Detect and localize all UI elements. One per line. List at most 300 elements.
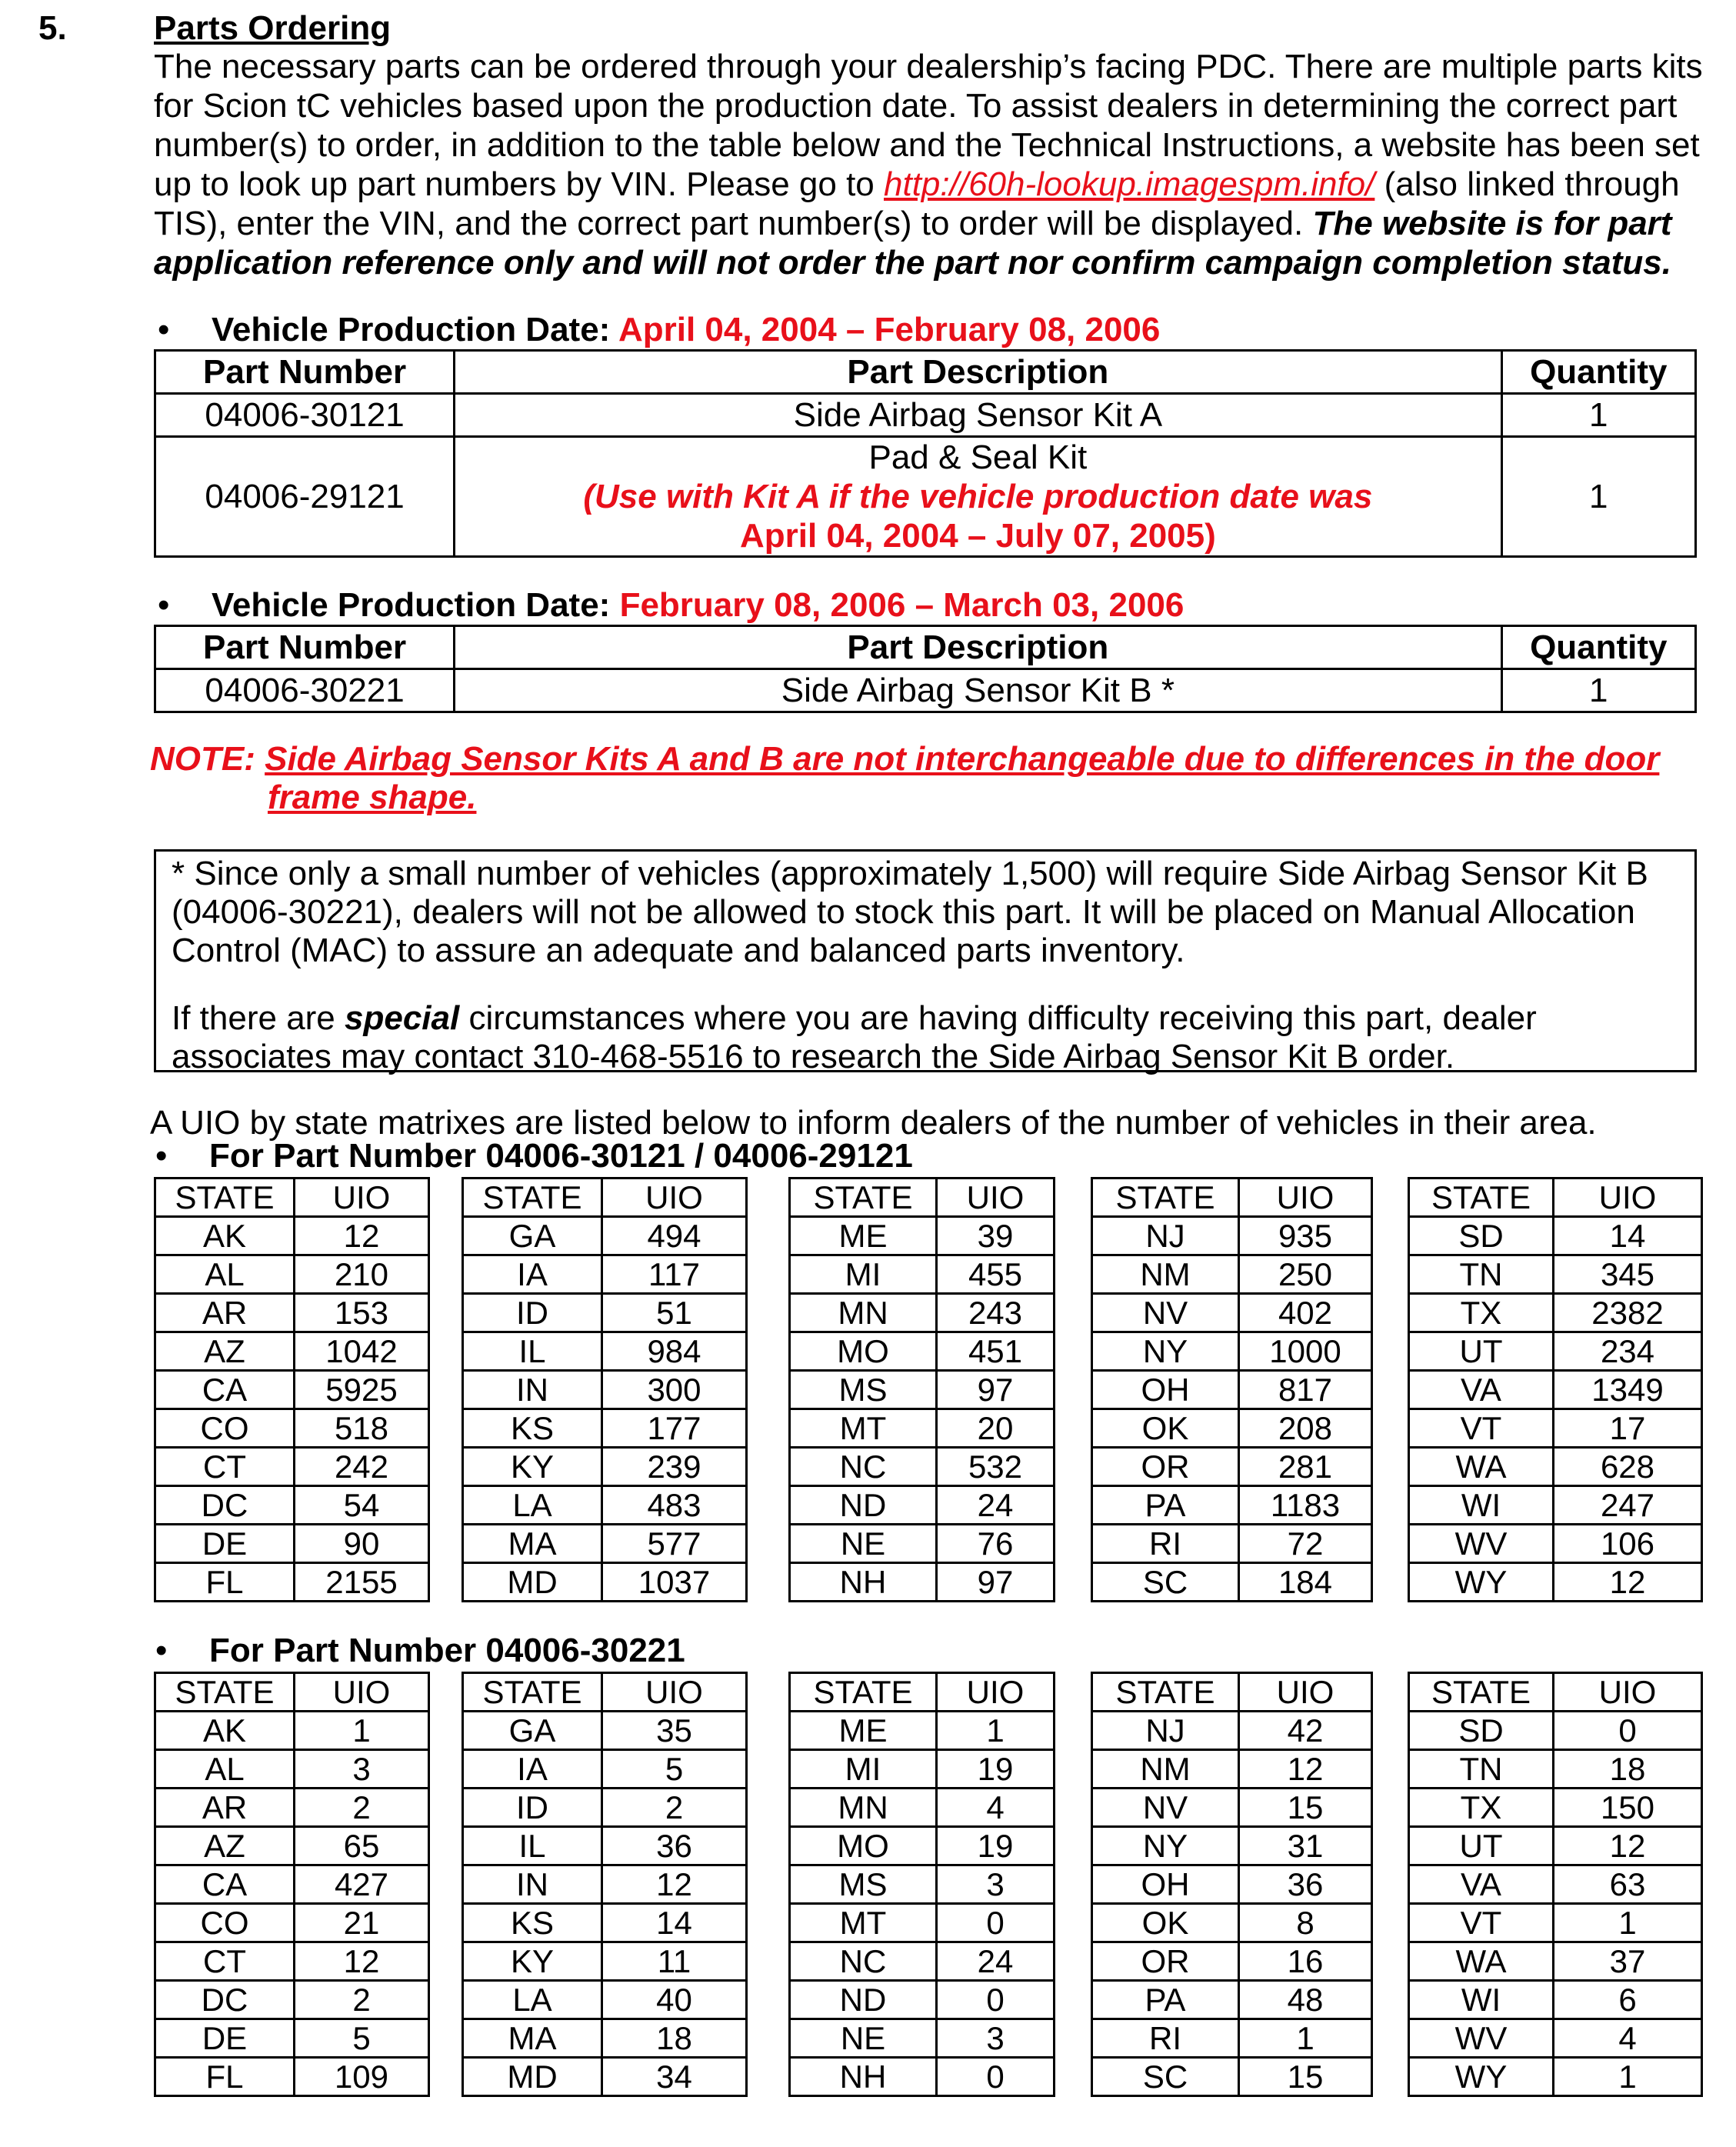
- table-row: [1092, 2019, 1372, 2058]
- notice-emphasis: special: [345, 999, 460, 1037]
- uio-count-cell: 12: [1554, 1827, 1702, 1865]
- uio-state-table: [1091, 1672, 1373, 2097]
- uio-count-cell: 63: [1554, 1865, 1702, 1904]
- uio-intro-text: A UIO by state matrixes are listed below to inform dealers of the number of vehicles in their area.: [150, 1104, 1597, 1142]
- uio-count-cell: 242: [295, 1448, 429, 1486]
- uio-count-cell: 76: [937, 1525, 1055, 1563]
- uio-header: UIO: [1554, 1673, 1702, 1712]
- state-cell: IA: [463, 1255, 602, 1294]
- table-row: [790, 1371, 1055, 1409]
- state-cell: KS: [463, 1904, 602, 1942]
- uio-count-cell: 2: [295, 1981, 429, 2019]
- uio-header-row: [463, 1179, 747, 1217]
- uio-count-cell: 12: [1554, 1563, 1702, 1602]
- table-row: [790, 1294, 1055, 1332]
- table-row: [155, 1217, 429, 1255]
- uio-header-row: [155, 1673, 429, 1712]
- lookup-website-link[interactable]: http://60h-lookup.imagespm.info/: [884, 165, 1375, 203]
- table-row: [1092, 1371, 1372, 1409]
- intro-line: [154, 126, 1715, 165]
- table-row: [463, 1448, 747, 1486]
- uio-count-cell: 1: [1554, 2058, 1702, 2096]
- uio-header: UIO: [295, 1179, 429, 1217]
- state-cell: NH: [790, 1563, 937, 1602]
- uio-count-cell: 19: [937, 1750, 1055, 1789]
- table-row: [155, 437, 1696, 557]
- uio-count-cell: 239: [602, 1448, 747, 1486]
- state-cell: WV: [1409, 2019, 1554, 2058]
- state-cell: ID: [463, 1789, 602, 1827]
- uio-count-cell: 48: [1239, 1981, 1372, 2019]
- intro-text: TIS), enter the VIN, and the correct part number(s) to order will be displayed.: [154, 205, 1313, 242]
- state-cell: MT: [790, 1409, 937, 1448]
- kit-a-date-range: April 04, 2004 – February 08, 2006: [618, 311, 1161, 348]
- state-cell: DC: [155, 1981, 295, 2019]
- table-row: [1092, 1827, 1372, 1865]
- intro-text: number(s) to order, in addition to the table below and the Technical Instructions, a website has been set: [154, 126, 1700, 164]
- uio-count-cell: 0: [937, 1981, 1055, 2019]
- quantity-cell: 1: [1501, 669, 1695, 712]
- uio-count-cell: 31: [1239, 1827, 1372, 1865]
- kit-b-date-heading: [158, 586, 1185, 625]
- uio-count-cell: 1: [937, 1712, 1055, 1750]
- uio-count-cell: 532: [937, 1448, 1055, 1486]
- uio-count-cell: 5: [602, 1750, 747, 1789]
- kit-a-date-heading: [158, 311, 1161, 349]
- state-cell: SD: [1409, 1217, 1554, 1255]
- kit-b-allocation-notice: [154, 849, 1697, 1075]
- uio-count-cell: 18: [602, 2019, 747, 2058]
- uio-count-cell: 300: [602, 1371, 747, 1409]
- table-row: [463, 1789, 747, 1827]
- state-cell: AK: [155, 1712, 295, 1750]
- table-row: [463, 1942, 747, 1981]
- state-cell: MI: [790, 1255, 937, 1294]
- table-row: [463, 1827, 747, 1865]
- uio-count-cell: 483: [602, 1486, 747, 1525]
- state-cell: CA: [155, 1865, 295, 1904]
- table-row: [1092, 1217, 1372, 1255]
- uio-count-cell: 3: [937, 2019, 1055, 2058]
- state-cell: LA: [463, 1981, 602, 2019]
- uio-section-title: For Part Number 04006-30221: [209, 1632, 685, 1669]
- state-cell: MO: [790, 1827, 937, 1865]
- table-row: [463, 2058, 747, 2096]
- table-row: [155, 1255, 429, 1294]
- uio-count-cell: 97: [937, 1371, 1055, 1409]
- state-cell: PA: [1092, 1486, 1239, 1525]
- quantity-cell: 1: [1501, 437, 1695, 557]
- state-cell: WI: [1409, 1981, 1554, 2019]
- state-cell: RI: [1092, 1525, 1239, 1563]
- state-cell: LA: [463, 1486, 602, 1525]
- state-cell: ND: [790, 1981, 937, 2019]
- table-row: [1409, 1371, 1702, 1409]
- state-cell: PA: [1092, 1981, 1239, 2019]
- uio-count-cell: 184: [1239, 1563, 1372, 1602]
- table-row: [1092, 1294, 1372, 1332]
- state-cell: MI: [790, 1750, 937, 1789]
- intro-line: [154, 205, 1715, 244]
- state-cell: AL: [155, 1255, 295, 1294]
- uio-count-cell: 21: [295, 1904, 429, 1942]
- uio-section-heading: [155, 1137, 913, 1175]
- state-header: STATE: [463, 1179, 602, 1217]
- table-row: [1409, 1563, 1702, 1602]
- table-row: [1409, 1865, 1702, 1904]
- uio-count-cell: 1: [1554, 1904, 1702, 1942]
- table-row: [1409, 1789, 1702, 1827]
- state-cell: ME: [790, 1217, 937, 1255]
- table-row: [463, 1486, 747, 1525]
- table-row: [1092, 1789, 1372, 1827]
- state-cell: VA: [1409, 1371, 1554, 1409]
- uio-count-cell: 34: [602, 2058, 747, 2096]
- state-cell: IL: [463, 1827, 602, 1865]
- state-cell: DE: [155, 1525, 295, 1563]
- state-cell: MS: [790, 1865, 937, 1904]
- table-row: [790, 1981, 1055, 2019]
- kit-a-parts-table: [154, 349, 1697, 558]
- state-cell: OK: [1092, 1409, 1239, 1448]
- uio-count-cell: 250: [1239, 1255, 1372, 1294]
- table-row: [463, 1217, 747, 1255]
- state-header: STATE: [790, 1179, 937, 1217]
- uio-state-table: [788, 1672, 1055, 2097]
- usage-note: (Use with Kit A if the vehicle production date was: [583, 478, 1373, 515]
- state-cell: NV: [1092, 1294, 1239, 1332]
- uio-count-cell: 15: [1239, 1789, 1372, 1827]
- state-cell: NJ: [1092, 1217, 1239, 1255]
- intro-emphasis: The website is for part: [1312, 205, 1672, 242]
- part-number-cell: 04006-30121: [155, 394, 455, 437]
- notice-line: Control (MAC) to assure an adequate and balanced parts inventory.: [172, 932, 1185, 969]
- table-row: [155, 1827, 429, 1865]
- uio-count-cell: 455: [937, 1255, 1055, 1294]
- uio-count-cell: 0: [1554, 1712, 1702, 1750]
- state-cell: FL: [155, 1563, 295, 1602]
- table-row: [790, 1942, 1055, 1981]
- table-row: [790, 1409, 1055, 1448]
- uio-section-heading: [155, 1632, 685, 1670]
- table-row: [155, 669, 1696, 712]
- kit-b-date-range: February 08, 2006 – March 03, 2006: [619, 586, 1185, 624]
- header-part-number: Part Number: [155, 351, 455, 394]
- date-label: Vehicle Production Date:: [212, 311, 618, 348]
- state-cell: NE: [790, 1525, 937, 1563]
- intro-line: [154, 87, 1715, 126]
- uio-count-cell: 17: [1554, 1409, 1702, 1448]
- uio-header-row: [1409, 1179, 1702, 1217]
- state-cell: UT: [1409, 1332, 1554, 1371]
- table-row: [790, 1217, 1055, 1255]
- uio-header: UIO: [937, 1179, 1055, 1217]
- table-row: [1092, 1255, 1372, 1294]
- state-cell: TN: [1409, 1750, 1554, 1789]
- intro-paragraph: [154, 48, 1715, 283]
- uio-count-cell: 106: [1554, 1525, 1702, 1563]
- table-row: [155, 2058, 429, 2096]
- state-cell: GA: [463, 1217, 602, 1255]
- uio-count-cell: 40: [602, 1981, 747, 2019]
- uio-header: UIO: [602, 1673, 747, 1712]
- bullet-icon: •: [155, 1632, 168, 1669]
- table-row: [155, 1486, 429, 1525]
- part-number-cell: 04006-29121: [155, 437, 455, 557]
- part-description-cell: Side Airbag Sensor Kit A: [455, 394, 1501, 437]
- state-cell: MO: [790, 1332, 937, 1371]
- notice-text: circumstances where you are having difficulty receiving this part, dealer: [459, 999, 1537, 1037]
- notice-line: (04006-30221), dealers will not be allowed to stock this part. It will be placed on Manual Allocation: [172, 893, 1635, 931]
- uio-count-cell: 935: [1239, 1217, 1372, 1255]
- uio-count-cell: 6: [1554, 1981, 1702, 2019]
- state-cell: WA: [1409, 1942, 1554, 1981]
- uio-count-cell: 3: [295, 1750, 429, 1789]
- intro-text: up to look up part numbers by VIN. Please go to: [154, 165, 884, 203]
- bullet-icon: •: [158, 311, 170, 348]
- table-row: [463, 1865, 747, 1904]
- intro-line: [154, 165, 1715, 205]
- state-cell: MD: [463, 1563, 602, 1602]
- uio-count-cell: 1000: [1239, 1332, 1372, 1371]
- table-row: [463, 1371, 747, 1409]
- state-cell: IA: [463, 1750, 602, 1789]
- state-cell: VA: [1409, 1865, 1554, 1904]
- state-cell: SC: [1092, 1563, 1239, 1602]
- table-row: [155, 1563, 429, 1602]
- table-row: [155, 1865, 429, 1904]
- uio-state-table: [461, 1177, 748, 1602]
- uio-count-cell: 4: [937, 1789, 1055, 1827]
- uio-count-cell: 16: [1239, 1942, 1372, 1981]
- state-cell: WI: [1409, 1486, 1554, 1525]
- uio-count-cell: 37: [1554, 1942, 1702, 1981]
- uio-state-table: [1091, 1177, 1373, 1602]
- uio-header-row: [1409, 1673, 1702, 1712]
- table-row: [790, 1865, 1055, 1904]
- uio-state-table: [1408, 1177, 1703, 1602]
- uio-count-cell: 24: [937, 1942, 1055, 1981]
- state-cell: AR: [155, 1294, 295, 1332]
- part-description-text: Pad & Seal Kit: [868, 438, 1088, 476]
- uio-state-table: [788, 1177, 1055, 1602]
- table-row: [463, 2019, 747, 2058]
- table-row: [1409, 1750, 1702, 1789]
- state-cell: DC: [155, 1486, 295, 1525]
- uio-count-cell: 234: [1554, 1332, 1702, 1371]
- note-text: frame shape.: [268, 778, 477, 816]
- table-header-row: [155, 351, 1696, 394]
- uio-count-cell: 117: [602, 1255, 747, 1294]
- table-row: [1092, 1448, 1372, 1486]
- uio-state-table: [1408, 1672, 1703, 2097]
- table-row: [790, 1712, 1055, 1750]
- table-row: [155, 1904, 429, 1942]
- table-row: [1409, 1294, 1702, 1332]
- state-cell: OH: [1092, 1865, 1239, 1904]
- state-cell: KY: [463, 1942, 602, 1981]
- state-cell: IN: [463, 1371, 602, 1409]
- section-number: 5.: [38, 9, 67, 47]
- table-row: [790, 1332, 1055, 1371]
- state-cell: CO: [155, 1409, 295, 1448]
- uio-count-cell: 15: [1239, 2058, 1372, 2096]
- table-row: [1409, 2058, 1702, 2096]
- uio-count-cell: 12: [602, 1865, 747, 1904]
- header-part-number: Part Number: [155, 626, 455, 669]
- notice-paragraph: [172, 999, 1679, 1076]
- table-row: [463, 1981, 747, 2019]
- uio-count-cell: 177: [602, 1409, 747, 1448]
- state-cell: IL: [463, 1332, 602, 1371]
- uio-header: UIO: [295, 1673, 429, 1712]
- table-row: [790, 2019, 1055, 2058]
- state-cell: MA: [463, 1525, 602, 1563]
- state-cell: GA: [463, 1712, 602, 1750]
- state-cell: AZ: [155, 1827, 295, 1865]
- uio-count-cell: 1349: [1554, 1371, 1702, 1409]
- table-row: [1092, 1409, 1372, 1448]
- uio-count-cell: 12: [1239, 1750, 1372, 1789]
- uio-header-row: [790, 1673, 1055, 1712]
- table-row: [463, 1332, 747, 1371]
- state-cell: KS: [463, 1409, 602, 1448]
- uio-header: UIO: [602, 1179, 747, 1217]
- state-cell: AK: [155, 1217, 295, 1255]
- uio-count-cell: 20: [937, 1409, 1055, 1448]
- notice-paragraph: [172, 852, 1679, 970]
- header-part-description: Part Description: [455, 351, 1501, 394]
- uio-header: UIO: [937, 1673, 1055, 1712]
- table-row: [1409, 1827, 1702, 1865]
- uio-count-cell: 90: [295, 1525, 429, 1563]
- uio-count-cell: 3: [937, 1865, 1055, 1904]
- uio-count-cell: 0: [937, 1904, 1055, 1942]
- table-row: [155, 1448, 429, 1486]
- uio-header-row: [790, 1179, 1055, 1217]
- uio-count-cell: 14: [602, 1904, 747, 1942]
- table-row: [1409, 1525, 1702, 1563]
- table-row: [1092, 1981, 1372, 2019]
- table-row: [155, 1712, 429, 1750]
- state-cell: CT: [155, 1448, 295, 1486]
- intro-line-emphasis: [154, 244, 1715, 283]
- uio-count-cell: 11: [602, 1942, 747, 1981]
- uio-count-cell: 36: [1239, 1865, 1372, 1904]
- table-row: [155, 1409, 429, 1448]
- uio-count-cell: 210: [295, 1255, 429, 1294]
- uio-count-cell: 402: [1239, 1294, 1372, 1332]
- state-header: STATE: [1409, 1673, 1554, 1712]
- table-row: [155, 2019, 429, 2058]
- table-row: [790, 1750, 1055, 1789]
- table-row: [1092, 1865, 1372, 1904]
- uio-count-cell: 1: [1239, 2019, 1372, 2058]
- state-cell: WV: [1409, 1525, 1554, 1563]
- uio-header-row: [1092, 1673, 1372, 1712]
- table-row: [1409, 1409, 1702, 1448]
- intro-line: [154, 48, 1715, 87]
- state-cell: AZ: [155, 1332, 295, 1371]
- state-cell: NV: [1092, 1789, 1239, 1827]
- uio-count-cell: 8: [1239, 1904, 1372, 1942]
- state-header: STATE: [790, 1673, 937, 1712]
- table-row: [1409, 1255, 1702, 1294]
- table-row: [1409, 1712, 1702, 1750]
- table-row: [1092, 1942, 1372, 1981]
- state-cell: DE: [155, 2019, 295, 2058]
- table-row: [155, 1789, 429, 1827]
- table-row: [1092, 1750, 1372, 1789]
- notice-line: * Since only a small number of vehicles (approximately 1,500) will require Side Airbag Sensor Kit B: [172, 855, 1648, 892]
- uio-count-cell: 4: [1554, 2019, 1702, 2058]
- table-row: [463, 1294, 747, 1332]
- state-cell: MD: [463, 2058, 602, 2096]
- header-quantity: Quantity: [1501, 351, 1695, 394]
- table-row: [1409, 2019, 1702, 2058]
- header-part-description: Part Description: [455, 626, 1501, 669]
- table-row: [155, 1294, 429, 1332]
- state-cell: VT: [1409, 1904, 1554, 1942]
- table-row: [1092, 1525, 1372, 1563]
- uio-count-cell: 97: [937, 1563, 1055, 1602]
- uio-count-cell: 72: [1239, 1525, 1372, 1563]
- state-cell: IN: [463, 1865, 602, 1904]
- state-cell: UT: [1409, 1827, 1554, 1865]
- uio-count-cell: 2155: [295, 1563, 429, 1602]
- state-cell: OR: [1092, 1448, 1239, 1486]
- uio-count-cell: 817: [1239, 1371, 1372, 1409]
- uio-state-table: [154, 1177, 430, 1602]
- state-cell: CA: [155, 1371, 295, 1409]
- state-cell: NC: [790, 1942, 937, 1981]
- note-label: NOTE:: [150, 740, 265, 778]
- uio-count-cell: 518: [295, 1409, 429, 1448]
- uio-count-cell: 65: [295, 1827, 429, 1865]
- state-cell: AR: [155, 1789, 295, 1827]
- uio-count-cell: 427: [295, 1865, 429, 1904]
- state-header: STATE: [1092, 1179, 1239, 1217]
- state-cell: OH: [1092, 1371, 1239, 1409]
- uio-count-cell: 577: [602, 1525, 747, 1563]
- uio-header: UIO: [1239, 1179, 1372, 1217]
- state-header: STATE: [1092, 1673, 1239, 1712]
- quantity-cell: 1: [1501, 394, 1695, 437]
- state-cell: TX: [1409, 1294, 1554, 1332]
- table-row: [463, 1904, 747, 1942]
- table-row: [1409, 1448, 1702, 1486]
- uio-state-table: [154, 1672, 430, 2097]
- table-row: [155, 394, 1696, 437]
- uio-count-cell: 345: [1554, 1255, 1702, 1294]
- state-cell: AL: [155, 1750, 295, 1789]
- state-cell: MN: [790, 1294, 937, 1332]
- uio-count-cell: 35: [602, 1712, 747, 1750]
- header-quantity: Quantity: [1501, 626, 1695, 669]
- table-row: [790, 1255, 1055, 1294]
- uio-count-cell: 494: [602, 1217, 747, 1255]
- intro-text: (also linked through: [1374, 165, 1680, 203]
- table-row: [1409, 1942, 1702, 1981]
- table-row: [463, 1563, 747, 1602]
- state-cell: SC: [1092, 2058, 1239, 2096]
- state-cell: WY: [1409, 1563, 1554, 1602]
- uio-header: UIO: [1554, 1179, 1702, 1217]
- uio-count-cell: 2: [602, 1789, 747, 1827]
- state-cell: ME: [790, 1712, 937, 1750]
- uio-count-cell: 51: [602, 1294, 747, 1332]
- notice-text: If there are: [172, 999, 345, 1037]
